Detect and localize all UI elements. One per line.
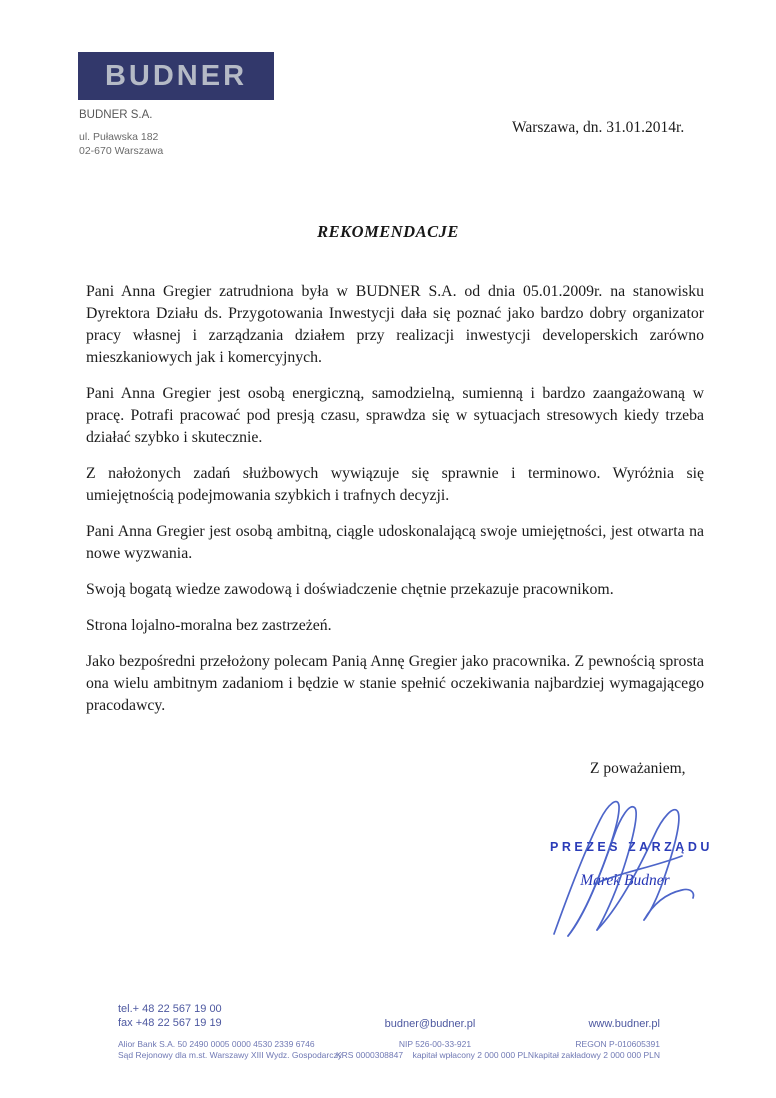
footer-email: budner@budner.pl [384, 1018, 476, 1030]
budner-logo [78, 52, 274, 100]
paragraph: Pani Anna Gregier zatrudniona była w BUDNER S.A. od dnia 05.01.2009r. na stanowisku Dyrektora Działu ds. Przygotowania Inwestycji dała się poznać jako bardzo dobry organizator pracy własnej i zarządzania działem przy realizacji inwestycji developerskich zarówno mieszkaniowych jak i komercyjnych. [86, 283, 704, 366]
footer-bank-account: Alior Bank S.A. 50 2490 0005 0000 4530 2339 6746 [118, 1039, 315, 1049]
footer-phone-block [118, 1002, 222, 1030]
paragraph: Jako bezpośredni przełożony polecam Panią Annę Gregier jako pracownika. Z pewnością sprosta ona wielu ambitnym zadaniom i będzie w stanie spełnić oczekiwania najbardziej wymagającego pracodawcy. [86, 653, 704, 714]
footer-court-registry: Sąd Rejonowy dla m.st. Warszawy XIII Wydz. Gospodarczy [118, 1050, 342, 1060]
footer-tel: tel.+ 48 22 567 19 00 [118, 1003, 222, 1015]
footer-regon: REGON P-010605391 [575, 1039, 660, 1049]
company-address [79, 131, 163, 158]
paragraph: Swoją bogatą wiedze zawodową i doświadczenie chętnie przekazuje pracownikom. [86, 581, 614, 598]
paragraph: Pani Anna Gregier jest osobą energiczną, samodzielną, sumienną i bardzo zaangażowaną w pracę. Potrafi pracować pod presją czasu, sprawdza się w sytuacjach stresowych kiedy trzeba działać szybko i skutecznie. [86, 385, 704, 446]
closing-phrase: Z poważaniem, [590, 760, 686, 777]
dateline: Warszawa, dn. 31.01.2014r. [512, 119, 685, 136]
paragraph: Pani Anna Gregier jest osobą ambitną, ciągle udoskonalającą swoje umiejętności, jest otwarta na nowe wyzwania. [86, 523, 704, 562]
paragraph: Z nałożonych zadań służbowych wywiązuje się sprawnie i terminowo. Wyróżnia się umiejętnością podejmowania szybkich i trafnych decyzji. [86, 465, 704, 504]
paragraph: Strona lojalno-moralna bez zastrzeżeń. [86, 617, 332, 634]
footer-website: www.budner.pl [588, 1018, 660, 1030]
stamp-role: PREZES ZARZĄDU [550, 840, 713, 854]
footer-paid-capital: kapitał wpłacony 2 000 000 PLN [412, 1050, 535, 1060]
footer-fax: fax +48 22 567 19 19 [118, 1017, 222, 1029]
budner-logo-text: BUDNER [104, 59, 248, 92]
footer-nip: NIP 526-00-33-921 [398, 1039, 472, 1049]
stamp-name: Marek Budner [580, 872, 670, 889]
footer-krs: KRS 0000308847 [335, 1050, 404, 1060]
footer-registry-block [330, 1039, 540, 1061]
letter-body [86, 281, 704, 731]
company-address-line2: 02-670 Warszawa [79, 144, 164, 157]
handwritten-signature [542, 798, 714, 940]
footer-share-capital: kapitał zakładowy 2 000 000 PLN [534, 1050, 660, 1060]
letter-title: REKOMENDACJE [317, 222, 459, 241]
footer-krs-capital [330, 1050, 540, 1061]
footer-regon-block [500, 1039, 660, 1061]
company-name: BUDNER S.A. [79, 109, 153, 121]
footer-bank-block [118, 1039, 342, 1061]
company-address-line1: ul. Puławska 182 [79, 131, 159, 143]
